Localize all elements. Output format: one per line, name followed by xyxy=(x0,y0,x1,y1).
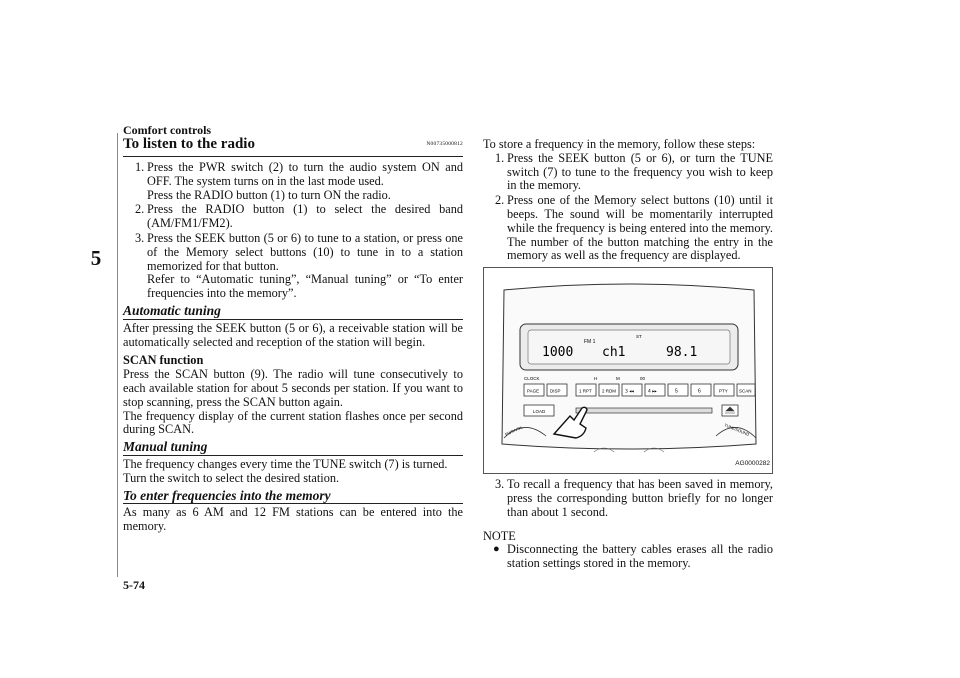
section-heading xyxy=(123,138,463,157)
scan-function-text-2: The frequency display of the current station flashes once per second during SCAN. xyxy=(123,408,463,437)
scan-function-text: Press the SCAN button (9). The radio will tune consecutively to each available station for about 5 seconds per station. If you want to stop scanning, press the SCAN button again. xyxy=(123,367,463,409)
tune-knob-label: TUNE/SOUND xyxy=(723,422,751,438)
preset-button-row xyxy=(524,384,755,396)
chapter-number: 5 xyxy=(90,246,102,270)
step-number: 3. xyxy=(495,477,505,492)
step-text: To recall a frequency that has been saved in memory, press the corresponding button briefly for no longer than about 1 second. xyxy=(507,477,773,519)
radio-panel-figure xyxy=(483,267,773,474)
load-label: LOAD xyxy=(533,409,546,415)
automatic-tuning-title: Automatic tuning xyxy=(123,304,463,320)
memory-4-label: 4 ▸▸ xyxy=(648,389,657,395)
memory-intro: To store a frequency in the memory, follow these steps: xyxy=(483,137,756,151)
memory-steps xyxy=(483,152,773,263)
note-label: NOTE xyxy=(483,528,516,543)
automatic-tuning-text: After pressing the SEEK button (5 or 6), a receivable station will be automatically selected and reception of the station will begin. xyxy=(123,320,463,349)
memory-steps-continued xyxy=(483,478,773,519)
manual-tuning-title: Manual tuning xyxy=(123,440,463,456)
running-header: Comfort controls xyxy=(123,123,212,137)
manual-tuning-text-2: Turn the switch to select the desired station. xyxy=(123,470,340,485)
pty-label: PTY xyxy=(719,388,728,394)
hour-label: H xyxy=(594,376,598,382)
step-text: Press the RADIO button (1) to select the desired band (AM/FM1/FM2). xyxy=(147,202,463,231)
chapter-divider xyxy=(117,133,118,577)
minute-label: M xyxy=(616,376,620,382)
page-button-label: PAGE xyxy=(527,388,540,394)
step-text: Press one of the Memory select buttons (10) until it beeps. The sound will be momentarily interrupted while the frequency is being entered into the memory. The number of the button matching the entry in the memory as well as the frequency are displayed. xyxy=(507,193,773,263)
memory-3-label: 3 ◂◂ xyxy=(625,389,634,395)
step-number: 1. xyxy=(495,150,505,165)
radio-panel-illustration xyxy=(484,268,773,474)
list-item xyxy=(483,478,773,519)
display-st: ST xyxy=(636,334,642,340)
disp-button-label: DISP xyxy=(550,388,561,394)
step-number: 1. xyxy=(135,160,145,174)
memory-6-label: 6 xyxy=(698,388,701,395)
left-column xyxy=(123,138,463,534)
radio-steps xyxy=(123,161,463,301)
display-channel: ch1 xyxy=(602,345,626,361)
list-item xyxy=(123,161,463,202)
list-item xyxy=(123,203,463,231)
memory-6-button[interactable] xyxy=(691,384,711,396)
note-text: Disconnecting the battery cables erases all the radio station settings stored in the memory. xyxy=(507,542,773,571)
section-code: N00735000812 xyxy=(426,141,463,148)
bullet-icon: ● xyxy=(493,543,500,556)
zero-label: 00 xyxy=(640,376,646,382)
step-number: 3. xyxy=(135,230,145,245)
note-item xyxy=(483,543,773,571)
clock-label: CLOCK xyxy=(524,376,540,382)
page-number: 5-74 xyxy=(123,578,145,592)
memory-1-label: 1 RPT xyxy=(579,388,592,394)
list-item xyxy=(483,152,773,193)
list-item xyxy=(123,232,463,301)
volume-knob-label: PWR/VOL xyxy=(504,424,524,438)
manual-tuning-text: The frequency changes every time the TUNE switch (7) is turned. xyxy=(123,456,448,471)
step-number: 2. xyxy=(495,193,505,208)
step-text: Press the SEEK button (5 or 6), or turn the TUNE switch (7) to tune to the frequency you wish to keep in the memory. xyxy=(507,150,773,193)
memory-5-label: 5 xyxy=(675,388,678,395)
figure-code: AG0000282 xyxy=(735,460,770,468)
list-item xyxy=(483,194,773,263)
memory-2-label: 2 RDM xyxy=(602,388,617,394)
memory-title: To enter frequencies into the memory xyxy=(123,489,463,505)
step-subtext: Refer to “Automatic tuning”, “Manual tuning” or “To enter frequencies into the memory”. xyxy=(147,272,463,301)
memory-text: As many as 6 AM and 12 FM stations can be entered into the memory. xyxy=(123,505,463,534)
display-frequency: 98.1 xyxy=(666,345,698,361)
step-text: Press the SEEK button (5 or 6) to tune to a station, or press one of the Memory select buttons (10) to tune in to a station memorized for that button. xyxy=(147,230,463,273)
step-subtext: Press the RADIO button (1) to turn ON the radio. xyxy=(147,187,391,202)
scan-function-title: SCAN function xyxy=(123,353,204,368)
right-column xyxy=(483,138,773,571)
display-band: FM 1 xyxy=(584,339,596,346)
disc-slot xyxy=(576,408,712,413)
section-title: To listen to the radio xyxy=(123,136,255,152)
step-number: 2. xyxy=(135,202,145,217)
scan-label: SCAN xyxy=(739,388,752,394)
memory-5-button[interactable] xyxy=(668,384,688,396)
step-text: Press the PWR switch (2) to turn the audio system ON and OFF. The system turns on in the last mode used. xyxy=(147,160,463,188)
display-clock: 1000 xyxy=(542,345,574,361)
